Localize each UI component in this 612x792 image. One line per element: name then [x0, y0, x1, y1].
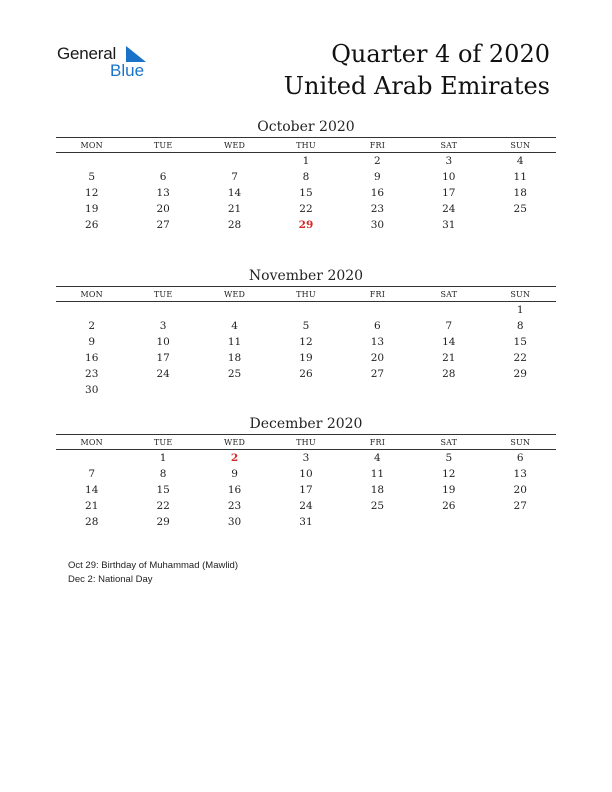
day-cell: 10	[442, 171, 456, 183]
weekday-header: SAT	[440, 289, 458, 299]
day-cell: 10	[299, 468, 313, 480]
day-cell: 30	[370, 219, 385, 231]
weekday-header: THU	[296, 437, 316, 447]
day-cell: 15	[299, 187, 313, 199]
week-row	[56, 169, 556, 185]
day-cell: 15	[156, 484, 170, 496]
day-cell: 28	[85, 516, 99, 528]
day-cell: 22	[156, 500, 170, 512]
holiday-notes	[68, 559, 238, 587]
week-row	[56, 334, 556, 350]
day-cell: 24	[156, 368, 170, 380]
day-cell: 6	[159, 171, 167, 183]
week-row	[56, 382, 556, 398]
day-cell: 1	[159, 452, 167, 464]
day-cell: 5	[88, 171, 96, 183]
weekday-header: SUN	[510, 437, 531, 447]
weekday-header: WED	[224, 437, 246, 447]
day-cell: 19	[442, 484, 456, 496]
day-cell: 11	[227, 336, 242, 348]
month-calendar	[56, 414, 556, 530]
day-cell: 22	[299, 203, 313, 215]
day-cell: 28	[442, 368, 456, 380]
day-cell: 28	[227, 219, 242, 231]
day-cell: 16	[227, 484, 242, 496]
holiday-note: Dec 2: National Day	[68, 574, 153, 585]
day-cell: 29	[156, 516, 170, 528]
day-cell: 27	[370, 368, 385, 380]
day-cell: 12	[299, 336, 313, 348]
day-cell: 4	[231, 320, 238, 332]
day-cell: 2	[88, 320, 96, 332]
day-cell: 17	[442, 187, 456, 199]
day-cell: 6	[516, 452, 524, 464]
week-row	[56, 185, 556, 201]
day-cell: 17	[156, 352, 170, 364]
day-cell: 10	[156, 336, 170, 348]
weekday-header-row	[56, 286, 556, 302]
weekday-header: MON	[80, 140, 103, 150]
day-cell: 17	[299, 484, 313, 496]
day-cell: 23	[227, 500, 242, 512]
day-cell: 23	[370, 203, 385, 215]
weekday-header: TUE	[153, 140, 173, 150]
day-cell: 2	[230, 452, 239, 464]
day-cell: 31	[299, 516, 313, 528]
month-title: October 2020	[257, 119, 355, 135]
weekday-header: MON	[80, 289, 103, 299]
weekday-header-row	[56, 137, 556, 153]
day-cell: 19	[85, 203, 99, 215]
day-cell: 23	[85, 368, 99, 380]
day-cell: 25	[513, 203, 527, 215]
day-cell: 20	[513, 484, 527, 496]
day-cell: 7	[231, 171, 238, 183]
day-cell: 18	[370, 484, 385, 496]
day-cell: 27	[513, 500, 527, 512]
day-cell: 3	[445, 155, 453, 167]
day-cell: 26	[85, 219, 99, 231]
day-cell: 24	[299, 500, 313, 512]
day-cell: 21	[85, 500, 99, 512]
day-cell: 4	[516, 155, 524, 167]
day-cell: 22	[513, 352, 527, 364]
weekday-header: MON	[80, 437, 103, 447]
day-cell: 13	[156, 187, 170, 199]
day-cell: 20	[156, 203, 170, 215]
day-cell: 5	[445, 452, 453, 464]
day-cell: 9	[231, 468, 238, 480]
weekday-header: WED	[224, 289, 246, 299]
weekday-header: THU	[296, 140, 316, 150]
day-cell: 24	[442, 203, 456, 215]
week-row	[56, 466, 556, 482]
week-row	[56, 217, 556, 233]
day-cell: 2	[374, 155, 381, 167]
title-country: United Arab Emirates	[283, 72, 550, 100]
week-row	[56, 482, 556, 498]
day-cell: 11	[513, 171, 527, 183]
day-cell: 13	[513, 468, 527, 480]
day-cell: 14	[442, 336, 456, 348]
day-cell: 7	[445, 320, 453, 332]
day-cell: 11	[370, 468, 385, 480]
month-title: December 2020	[249, 416, 363, 432]
week-row	[56, 350, 556, 366]
logo	[57, 44, 177, 84]
weekday-header: FRI	[369, 140, 386, 150]
day-cell: 14	[227, 187, 242, 199]
day-cell: 1	[302, 155, 310, 167]
week-row	[56, 514, 556, 530]
holiday-note: Oct 29: Birthday of Muhammad (Mawlid)	[68, 560, 239, 571]
month-calendar	[56, 266, 556, 398]
week-row	[56, 153, 556, 169]
weekday-header: THU	[296, 289, 316, 299]
day-cell: 1	[516, 304, 524, 316]
weekday-header: SAT	[440, 437, 458, 447]
day-cell: 21	[227, 203, 242, 215]
day-cell: 21	[442, 352, 456, 364]
week-row	[56, 318, 556, 334]
day-cell: 18	[513, 187, 527, 199]
day-cell: 4	[374, 452, 381, 464]
weekday-header: WED	[224, 140, 246, 150]
weekday-header: SAT	[440, 140, 458, 150]
day-cell: 12	[442, 468, 456, 480]
day-cell: 29	[298, 219, 314, 231]
page-title	[284, 38, 550, 102]
day-cell: 7	[88, 468, 96, 480]
week-row	[56, 498, 556, 514]
day-cell: 13	[370, 336, 385, 348]
day-cell: 18	[227, 352, 242, 364]
day-cell: 25	[227, 368, 242, 380]
day-cell: 27	[156, 219, 170, 231]
weekday-header: TUE	[153, 289, 173, 299]
weekday-header: FRI	[369, 289, 386, 299]
month-title: November 2020	[248, 268, 364, 284]
weekday-header: SUN	[510, 289, 531, 299]
week-row	[56, 450, 556, 466]
day-cell: 8	[159, 468, 167, 480]
week-row	[56, 366, 556, 382]
day-cell: 15	[513, 336, 527, 348]
day-cell: 20	[370, 352, 385, 364]
day-cell: 25	[370, 500, 385, 512]
week-row	[56, 302, 556, 318]
day-cell: 3	[159, 320, 167, 332]
day-cell: 16	[85, 352, 99, 364]
weekday-header-row	[56, 434, 556, 450]
week-row	[56, 201, 556, 217]
weekday-header: TUE	[153, 437, 173, 447]
logo-general-text: General	[57, 44, 117, 63]
weekday-header: SUN	[510, 140, 531, 150]
day-cell: 8	[516, 320, 524, 332]
weekday-header: FRI	[369, 437, 386, 447]
day-cell: 29	[513, 368, 527, 380]
day-cell: 16	[370, 187, 385, 199]
day-cell: 26	[299, 368, 313, 380]
day-cell: 30	[85, 384, 99, 396]
day-cell: 3	[302, 452, 310, 464]
day-cell: 19	[299, 352, 313, 364]
day-cell: 12	[85, 187, 99, 199]
logo-blue-text: Blue	[110, 61, 145, 80]
day-cell: 30	[227, 516, 242, 528]
title-quarter: Quarter 4 of 2020	[331, 40, 550, 68]
day-cell: 6	[374, 320, 381, 332]
day-cell: 8	[302, 171, 310, 183]
day-cell: 5	[302, 320, 310, 332]
day-cell: 14	[85, 484, 99, 496]
day-cell: 31	[442, 219, 456, 231]
month-calendar	[56, 117, 556, 233]
day-cell: 26	[442, 500, 456, 512]
day-cell: 9	[374, 171, 381, 183]
day-cell: 9	[88, 336, 96, 348]
